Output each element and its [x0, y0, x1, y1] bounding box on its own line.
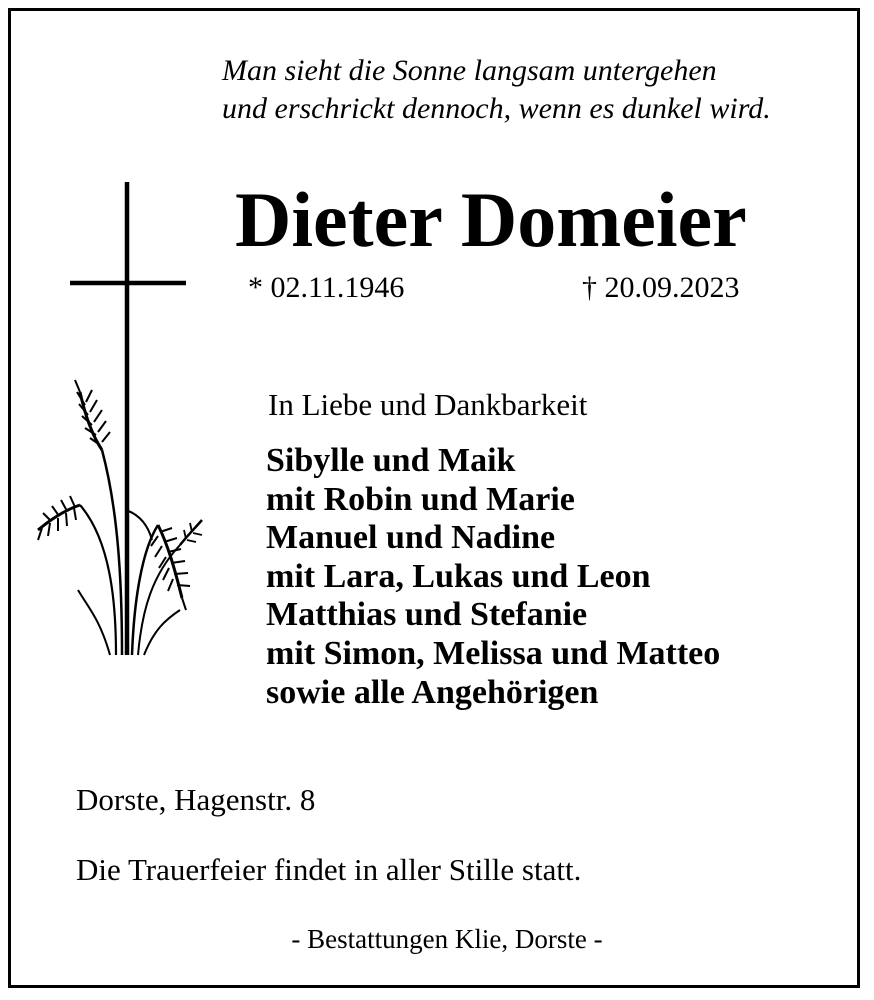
mourner-line: mit Robin und Marie [266, 480, 575, 518]
family-address: Dorste, Hagenstr. 8 [76, 782, 316, 817]
death-date: † 20.09.2023 [582, 271, 740, 304]
mourner-line: mit Lara, Lukas und Leon [266, 557, 651, 595]
ceremony-note: Die Trauerfeier findet in aller Stille statt. [76, 852, 582, 887]
quote-line-1: Man sieht die Sonne langsam untergehen [222, 54, 717, 87]
undertaker-text: - Bestattungen Klie, Dorste - [291, 924, 603, 954]
mourners-list [266, 442, 720, 712]
dedication-line: In Liebe und Dankbarkeit [268, 387, 588, 422]
deceased-name: Dieter Domeier [235, 176, 747, 263]
cross-with-wheat-icon [30, 180, 205, 660]
memorial-quote [222, 52, 842, 128]
mourner-line: Sibylle und Maik [266, 442, 516, 479]
mourner-line: Manuel und Nadine [266, 519, 556, 557]
quote-line-2: und erschrickt dennoch, wenn es dunkel wird. [222, 92, 771, 125]
mourner-line: sowie alle Angehörigen [266, 673, 599, 711]
mourner-line: mit Simon, Melissa und Matteo [266, 634, 721, 672]
birth-date: * 02.11.1946 [248, 271, 405, 304]
undertaker-credit [0, 921, 874, 957]
mourner-line: Matthias und Stefanie [266, 596, 588, 634]
